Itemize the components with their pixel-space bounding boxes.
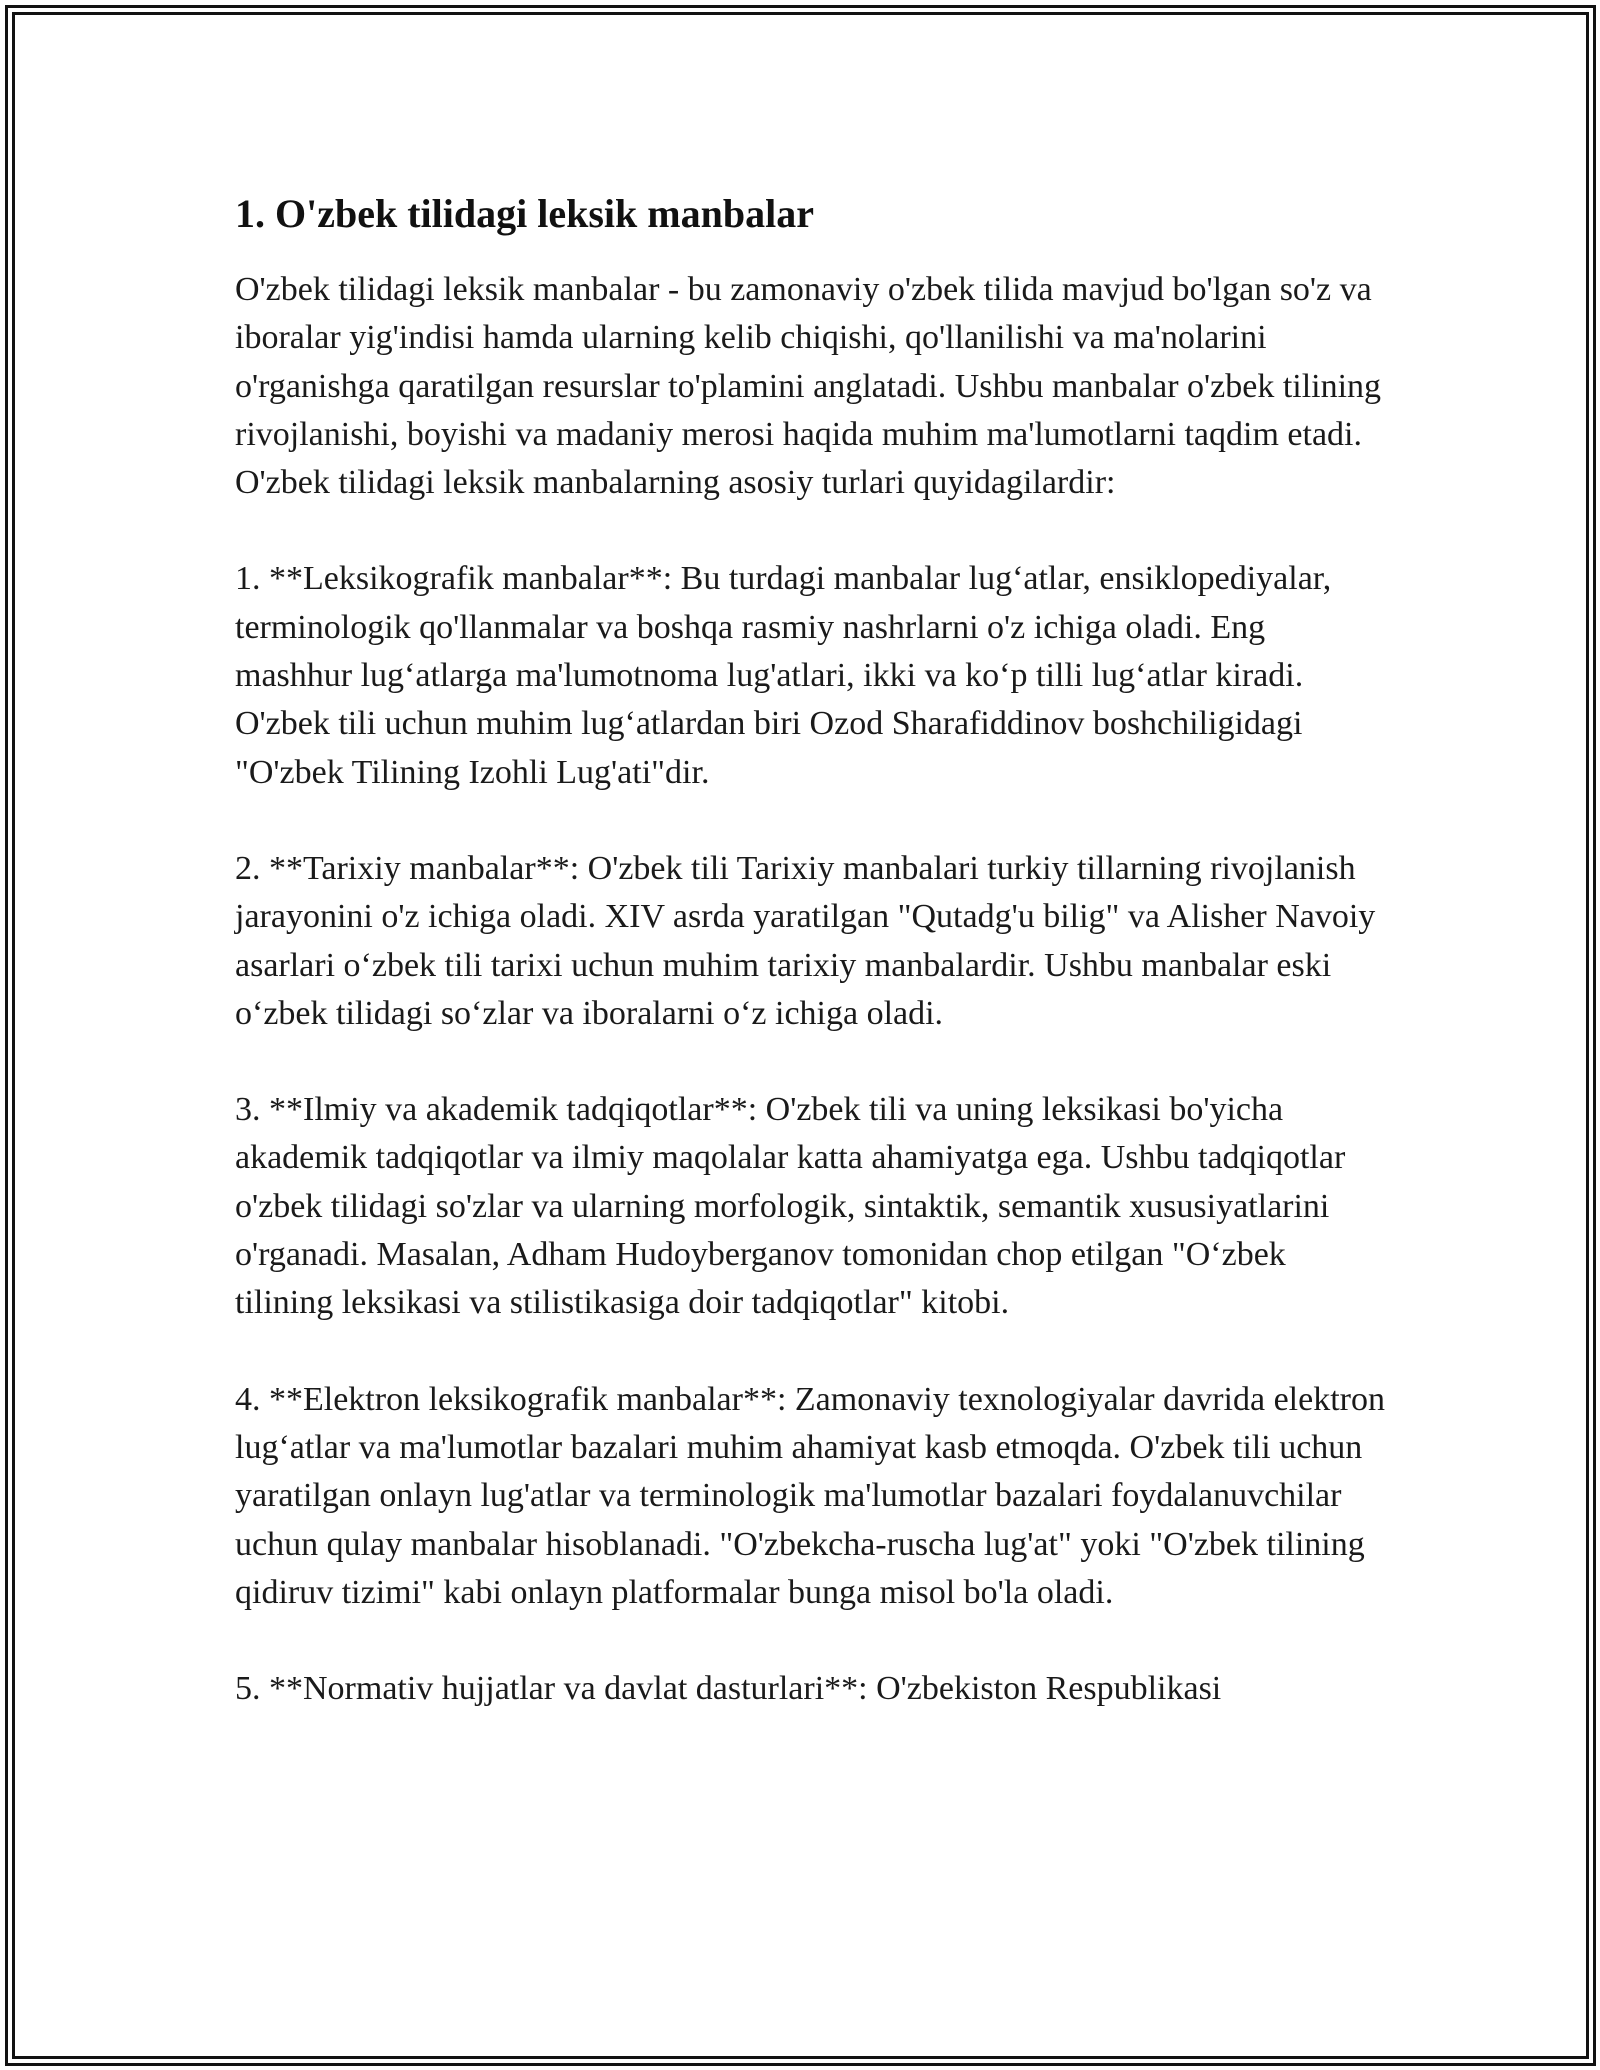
section-heading: 1. O'zbek tilidagi leksik manbalar — [235, 191, 814, 236]
list-item-normative-documents: 5. **Normativ hujjatlar va davlat dasturlari**: O'zbekiston Respublikasi — [235, 1670, 1222, 1708]
list-item-lexicographic-sources: 1. **Leksikografik manbalar**: Bu turdagi manbalar lug‘atlar, ensiklopediyalar, terminologik qo'llanmalar va boshqa rasmiy nashrlarni o'z ichiga oladi. Eng mashhur lug‘atlarga ma'lumotnoma lug'atlari, ikki va ko‘p tilli lug‘atlar kiradi. O'zbek tili uchun muhim lug‘atlardan biri Ozod Sharafiddinov boshchiligidagi "O'zbek Tilining Izohli Lug'ati"dir. — [235, 560, 1332, 791]
list-item-academic-research: 3. **Ilmiy va akademik tadqiqotlar**: O'zbek tili va uning leksikasi bo'yicha akademik tadqiqotlar va ilmiy maqolalar katta ahamiyatga ega. Ushbu tadqiqotlar o'zbek tilidagi so'zlar va ularning morfologik, sintaktik, semantik xususiyatlarini o'rganadi. Masalan, Adham Hudoyberganov tomonidan chop etilgan "O‘zbek tilining leksikasi va stilistikasiga doir tadqiqotlar" kitobi. — [235, 1091, 1346, 1322]
list-item-electronic-sources: 4. **Elektron leksikografik manbalar**: Zamonaviy texnologiyalar davrida elektron lug‘atlar va ma'lumotlar bazalari muhim ahamiyat kasb etmoqda. O'zbek tili uchun yaratilgan onlayn lug'atlar va terminologik ma'lumotlar bazalari foydalanuvchilar uchun qulay manbalar hisoblanadi. "O'zbekcha-ruscha lug'at" yoki "O'zbek tilining qidiruv tizimi" kabi onlayn platformalar bunga misol bo'la oladi. — [235, 1380, 1385, 1611]
list-item-historical-sources: 2. **Tarixiy manbalar**: O'zbek tili Tarixiy manbalari turkiy tillarning rivojlanish jarayonini o'z ichiga oladi. XIV asrda yaratilgan "Qutadg'u bilig" va Alisher Navoiy asarlari o‘zbek tili tarixi uchun muhim tarixiy manbalardir. Ushbu manbalar eski o‘zbek tilidagi so‘zlar va iboralarni o‘z ichiga oladi. — [235, 849, 1376, 1032]
intro-paragraph: O'zbek tilidagi leksik manbalar - bu zamonaviy o'zbek tilida mavjud bo'lgan so'z va iboralar yig'indisi hamda ularning kelib chiqishi, qo'llanilishi va ma'nolarini o'rganishga qaratilgan resurslar to'plamini anglatadi. Ushbu manbalar o'zbek tilining rivojlanishi, boyishi va madaniy merosi haqida muhim ma'lumotlarni taqdim etadi. O'zbek tilidagi leksik manbalarning asosiy turlari quyidagilardir: — [235, 271, 1382, 502]
document-body — [235, 188, 1385, 1761]
